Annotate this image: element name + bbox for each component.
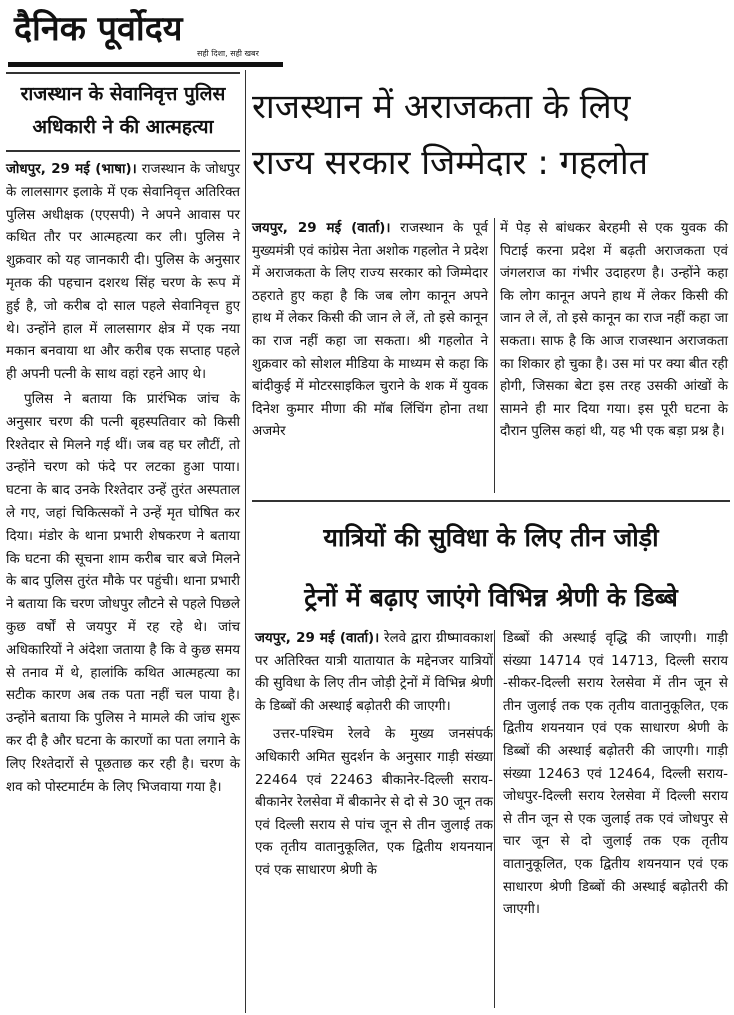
rail-story-headline (252, 508, 730, 628)
left-headline-line1: राजस्थान के सेवानिवृत्त पुलिस (20, 83, 226, 105)
left-story-body (4, 159, 242, 799)
rail-headline-line2: ट्रेनों में बढ़ाए जाएंगे विभिन्न श्रेणी के डिब्बे (304, 583, 678, 612)
main-story-col1-text: राजस्थान के पूर्व मुख्यमंत्री एवं कांग्रेस नेता अशोक गहलोत ने प्रदेश में अराजकता के लिए राज्य सरकार को जिम्मेदार ठहराते हुए कहा है कि जब लोग कानून अपने हाथ में लेकर किसी की जान ले लें, तो इसे कानून का राज नहीं कहा जा सकता। श्री गहलोत ने शुक्रवार को सोशल मीडिया के माध्यम से कहा कि बांदीकुई में मोटरसाइकिल चुराने के शक में युवक दिनेश कुमार मीणा की मॉब लिंचिंग होना तथा अजमेर (252, 221, 488, 440)
main-headline-line2: राज्य सरकार जिम्मेदार : गहलोत (252, 143, 649, 183)
left-headline-line2: अधिकारी ने की आत्महत्या (32, 116, 214, 138)
rail-story-dateline: जयपुर, 29 मई (वार्ता)। (255, 631, 380, 646)
main-story-col2-text: में पेड़ से बांधकर बेरहमी से एक युवक की पिटाई करना प्रदेश में बढ़ती अराजकता एवं जंगलराज का गंभीर उदाहरण है। उन्होंने कहा कि लोग कानून अपने हाथ में लेकर किसी की जान ले लें, तो इसे कानून का राज नहीं कहा जा सकता। साफ है कि आज राजस्थान अराजकता का शिकार हो चुका है। उस मां पर क्या बीत रही होगी, जिसका बेटा इस तरह उसकी आंखों के सामने ही मार दिया गया। इस पूरी घटना के दौरान पुलिस कहां थी, यह भी एक बड़ा प्रश्न है। (500, 221, 728, 440)
main-story-body (252, 218, 730, 498)
left-story-dateline: जोधपुर, 29 मई (भाषा)। (6, 162, 137, 177)
main-story-column-2 (500, 218, 728, 444)
rail-story-body (255, 628, 730, 1008)
main-story-dateline: जयपुर, 29 मई (वार्ता)। (252, 221, 391, 236)
masthead-title: दैनिक पूर्वोदय (14, 9, 183, 49)
rail-story-col2-text: डिब्बों की अस्थाई वृद्धि की जाएगी। गाड़ी संख्या 14714 एवं 14713, दिल्ली सराय -सीकर-दिल्ली सराय रेलसेवा में तीन जून से तीन जुलाई तक एक तृतीय वातानुकूलित, एक द्वितीय शयनयान एवं एक साधारण श्रेणी के डिब्बों की अस्थाई बढ़ोतरी की जाएगी। गाड़ी संख्या 12463 एवं 12464, दिल्ली सराय-जोधपुर-दिल्ली सराय रेलसेवा में दिल्ली सराय से तीन जून से एक जुलाई तक एवं जोधपुर से चार जून से दो जुलाई तक एक तृतीय वातानुकूलित, एक द्वितीय शयनयान एवं एक साधारण श्रेणी डिब्बों की अस्थाई बढ़ोतरी की जाएगी। (503, 631, 728, 918)
left-story-headline (6, 72, 240, 152)
main-headline-line1: राजस्थान में अराजकता के लिए (252, 87, 631, 127)
left-story-para1-text: राजस्थान के जोधपुर के लालसागर इलाके में एक सेवानिवृत्त अतिरिक्त पुलिस अधीक्षक (एएसपी) ने अपने आवास पर कथित तौर पर आत्महत्या कर ली। पुलिस ने शुक्रवार को यह जानकारी दी। पुलिस के अनुसार मृतक की पहचान दशरथ सिंह चरण के रूप में हुई है, जो करीब दो साल पहले सेवानिवृत्त हुए थे। उन्होंने हाल में लालसागर क्षेत्र में एक नया मकान बनवाया था और करीब एक सप्ताह पहले ही अपनी पत्नी के साथ वहां रहने आए थे। (6, 162, 241, 383)
masthead-tagline: सही दिशा, सही खबर (197, 49, 259, 58)
main-story-column-1 (252, 218, 488, 444)
main-story-headline (252, 80, 730, 192)
rail-headline-line1: यात्रियों की सुविधा के लिए तीन जोड़ी (323, 523, 659, 552)
rail-story-column-2 (503, 628, 728, 922)
left-story-para1 (6, 159, 240, 387)
rail-story-column-1 (255, 628, 493, 883)
rail-story-column-divider (494, 630, 495, 1008)
column-divider (245, 70, 246, 1013)
rail-story-para1: रेलवे द्वारा ग्रीष्मावकाश पर अतिरिक्त यात्री यातायात के मद्देनजर यात्रियों की सुविधा के लिए तीन जोड़ी ट्रेनों में विभिन्न श्रेणी के डिब्बों की अस्थाई बढ़ोतरी की जाएगी। (255, 631, 494, 714)
left-story (4, 72, 242, 1012)
section-divider (252, 500, 730, 502)
main-story-column-divider (494, 218, 495, 493)
left-story-para2: पुलिस ने बताया कि प्रारंभिक जांच के अनुसार चरण की पत्नी बृहस्पतिवार को किसी रिश्तेदार से मिलने गई थीं। जब वह घर लौटीं, तो उन्होंने चरण को फंदे पर लटका हुआ पाया। घटना के बाद उनके रिश्तेदार उन्हें तुरंत अस्पताल ले गए, जहां चिकित्सकों ने उन्हें मृत घोषित कर दिया। मंडोर के थाना प्रभारी शेषकरण ने बताया कि घटना की सूचना शाम करीब चार बजे मिलने के बाद पुलिस तुरंत मौके पर पहुंची। थाना प्रभारी ने बताया कि चरण जोधपुर लौटने से पहले पिछले कुछ वर्षों से जयपुर में रह रहे थे। जांच अधिकारियों ने अंदेशा जताया है कि वे कुछ समय से तनाव में थे, हालांकि कथित आत्महत्या का सटीक कारण अब तक पता नहीं चल पाया है। उन्होंने बताया कि पुलिस ने मामले की जांच शुरू कर दी है और घटना के कारणों का पता लगाने के लिए रिश्तेदारों से पूछताछ कर रही है। चरण के शव को पोस्टमार्टम के लिए भिजवाया गया है। (6, 391, 240, 795)
masthead-rule (8, 62, 283, 67)
rail-story-para2: उत्तर-पश्चिम रेलवे के मुख्य जनसंपर्क अधिकारी अमित सुदर्शन के अनुसार गाड़ी संख्या 22464 एवं 22463 बीकानेर-दिल्ली सराय-बीकानेर रेलसेवा में बीकानेर से दो से 30 जून तक एवं दिल्ली सराय से पांच जून से तीन जुलाई तक एक तृतीय वातानुकूलित, एक द्वितीय शयनयान एवं एक साधारण श्रेणी के (255, 727, 493, 878)
